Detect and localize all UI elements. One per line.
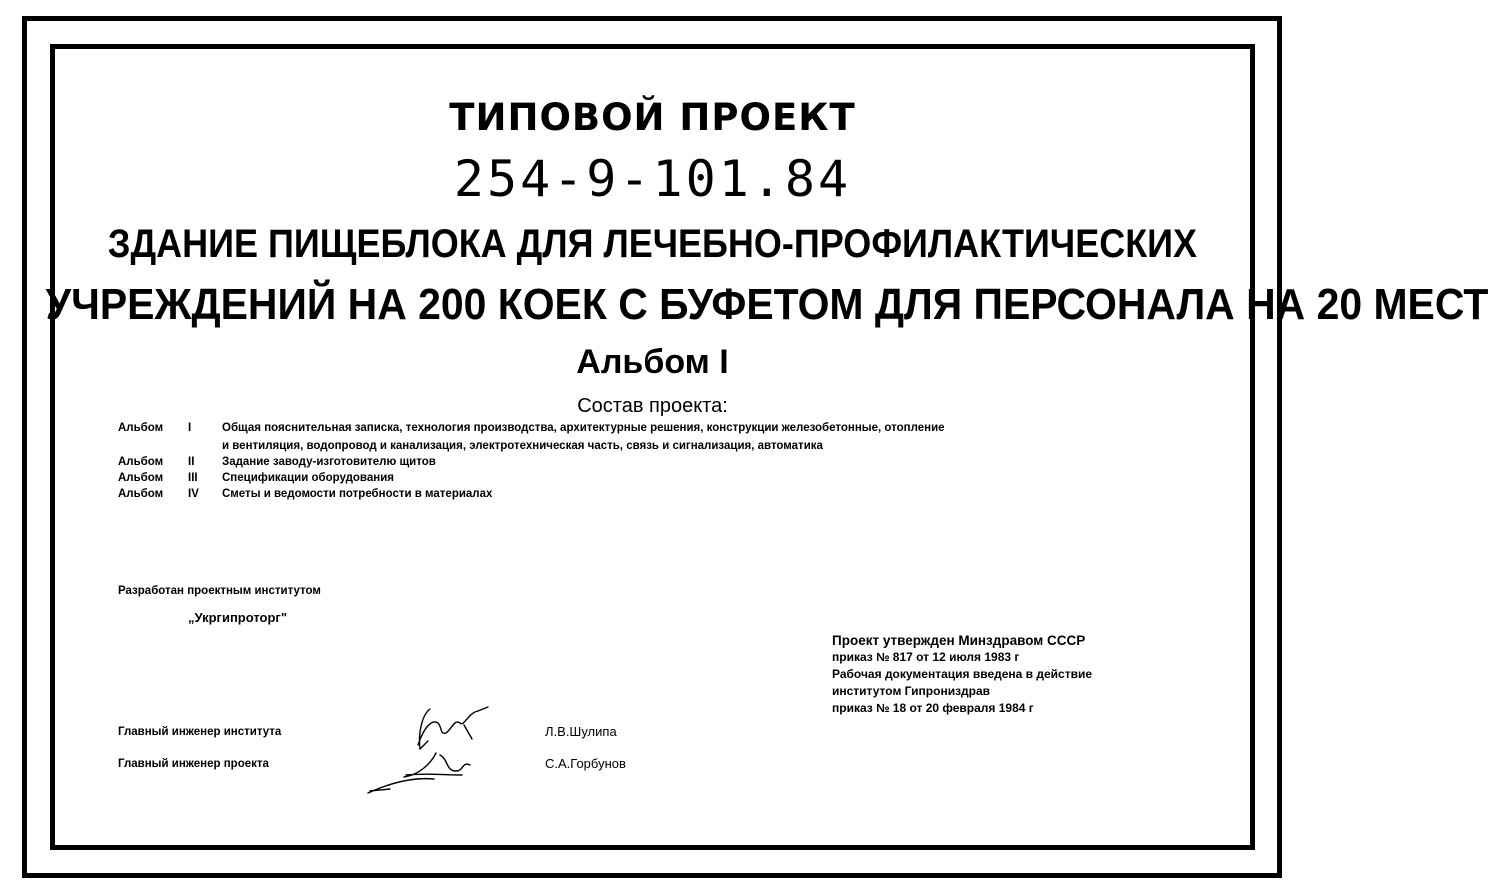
- approval-line: приказ № 18 от 20 февраля 1984 г: [832, 701, 1034, 715]
- album-number: III: [188, 472, 198, 484]
- album-label: Альбом: [118, 456, 164, 468]
- album-label: Альбом: [118, 422, 164, 434]
- album-description: Задание заводу-изготовителю щитов: [222, 456, 436, 468]
- chief-project-label: Главный инженер проекта: [118, 758, 269, 770]
- subject-line-1: ЗДАНИЕ ПИЩЕБЛОКА ДЛЯ ЛЕЧЕБНО-ПРОФИЛАКТИЧЕСКИХ: [107, 222, 1198, 266]
- approval-line: Проект утвержден Минздравом СССР: [832, 633, 1086, 648]
- album-number: I: [188, 422, 192, 434]
- developer-name: „Укргипроторг": [188, 610, 288, 625]
- album-description: Общая пояснительная записка, технология производства, архитектурные решения, конструкции железобетонные, отопление: [222, 422, 945, 434]
- chief-institute-label: Главный инженер института: [118, 726, 282, 738]
- approval-line: институтом Гипрониздрав: [832, 684, 991, 698]
- document-title: ТИПОВОЙ ПРОЕКТ: [449, 96, 856, 139]
- album-label: Альбом: [118, 488, 164, 500]
- approval-line: приказ № 817 от 12 июля 1983 г: [832, 650, 1020, 664]
- album-title: Альбом I: [576, 343, 729, 381]
- composition-heading: Состав проекта:: [577, 395, 728, 417]
- album-number: IV: [188, 488, 199, 500]
- chief-institute-name: Л.В.Шулипа: [545, 724, 617, 739]
- subject-line-2: УЧРЕЖДЕНИЙ НА 200 КОЕК С БУФЕТОМ ДЛЯ ПЕРСОНАЛА НА 20 МЕСТ: [45, 280, 1488, 329]
- project-code: 254-9-101.84: [453, 150, 852, 208]
- album-number: II: [188, 456, 195, 468]
- album-description: Спецификации оборудования: [222, 472, 394, 484]
- album-description: Сметы и ведомости потребности в материалах: [222, 488, 493, 500]
- approval-line: Рабочая документация введена в действие: [832, 667, 1093, 681]
- chief-project-name: С.А.Горбунов: [545, 756, 626, 771]
- album-label: Альбом: [118, 472, 164, 484]
- developer-label: Разработан проектным институтом: [118, 585, 321, 597]
- handwritten-signatures: [360, 705, 520, 800]
- approval-block: [832, 632, 1092, 717]
- album-description: и вентиляция, водопровод и канализация, электротехническая часть, связь и сигнализация, автоматика: [222, 440, 823, 452]
